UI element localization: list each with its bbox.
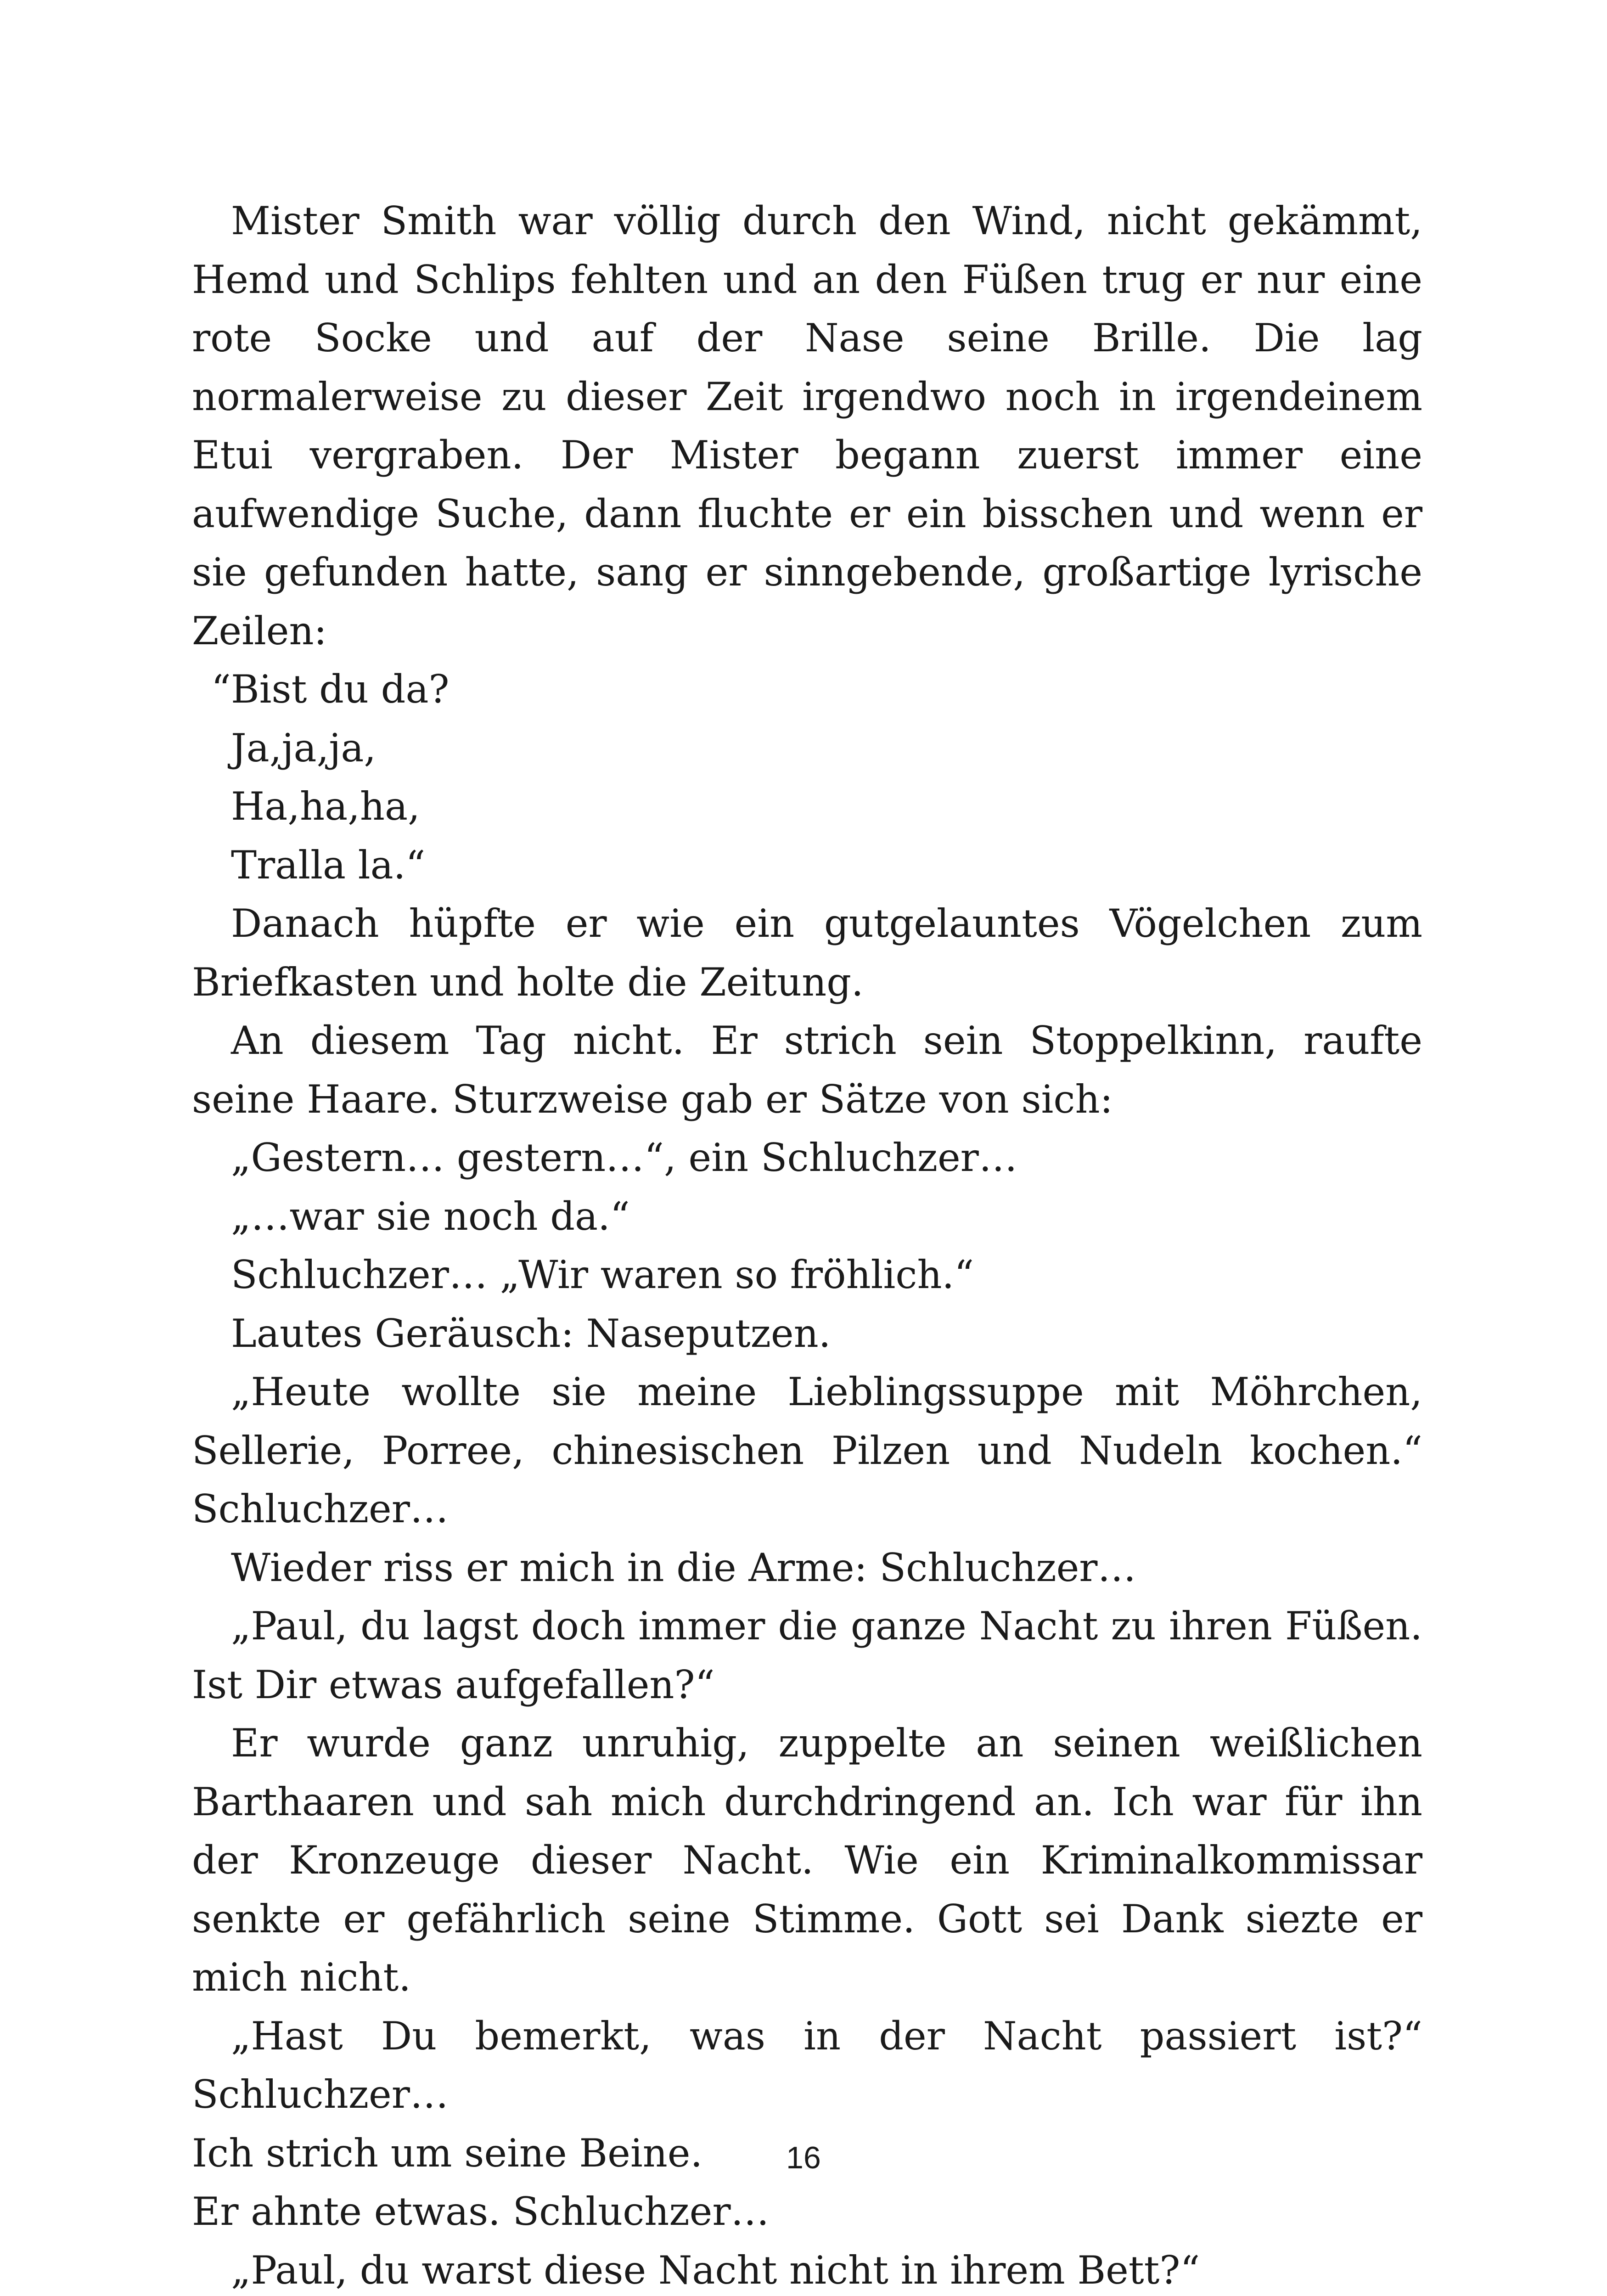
paragraph: Er ahnte etwas. Schluchzer… (192, 2183, 1422, 2241)
paragraph: Er wurde ganz unruhig, zuppelte an seinen weißlichen Barthaaren und sah mich durchdringend an. Ich war für ihn der Kronzeuge dieser Nacht. Wie ein Kriminalkommissar senkte er gefährlich seine Stimme. Gott sei Dank siezte er mich nicht. (192, 1714, 1422, 2007)
paragraph: An diesem Tag nicht. Er strich sein Stoppelkinn, raufte seine Haare. Sturzweise gab er Sätze von sich: (192, 1012, 1422, 1129)
paragraph: „Paul, du lagst doch immer die ganze Nacht zu ihren Füßen. Ist Dir etwas aufgefallen?“ (192, 1597, 1422, 1714)
body-text (192, 192, 1422, 2296)
paragraph: “Bist du da? (192, 660, 1422, 719)
page-number: 16 (0, 2140, 1607, 2176)
paragraph: „…war sie noch da.“ (192, 1187, 1422, 1246)
paragraph: Wieder riss er mich in die Arme: Schluchzer… (192, 1539, 1422, 1598)
paragraph: Tralla la.“ (192, 836, 1422, 895)
paragraph: Lautes Geräusch: Naseputzen. (192, 1305, 1422, 1363)
paragraph: Ha,ha,ha, (192, 777, 1422, 836)
paragraph: Ich strich um seine Beine. (192, 2124, 1422, 2183)
paragraph: „Hast Du bemerkt, was in der Nacht passiert ist?“ Schluchzer… (192, 2007, 1422, 2124)
paragraph: Danach hüpfte er wie ein gutgelauntes Vögelchen zum Briefkasten und holte die Zeitung. (192, 895, 1422, 1012)
paragraph: „Heute wollte sie meine Lieblingssuppe mit Möhrchen, Sellerie, Porree, chinesischen Pilzen und Nudeln kochen.“ Schluchzer… (192, 1363, 1422, 1539)
paragraph: „Paul, du warst diese Nacht nicht in ihrem Bett?“ (192, 2241, 1422, 2296)
paragraph: Schluchzer… „Wir waren so fröhlich.“ (192, 1246, 1422, 1305)
paragraph: „Gestern… gestern…“, ein Schluchzer… (192, 1129, 1422, 1187)
paragraph: Mister Smith war völlig durch den Wind, nicht gekämmt, Hemd und Schlips fehlten und an den Füßen trug er nur eine rote Socke und auf der Nase seine Brille. Die lag normalerweise zu dieser Zeit irgendwo noch in irgendeinem Etui vergraben. Der Mister begann zuerst immer eine aufwendige Suche, dann fluchte er ein bisschen und wenn er sie gefunden hatte, sang er sinngebende, großartige lyrische Zeilen: (192, 192, 1422, 660)
paragraph: Ja,ja,ja, (192, 719, 1422, 778)
